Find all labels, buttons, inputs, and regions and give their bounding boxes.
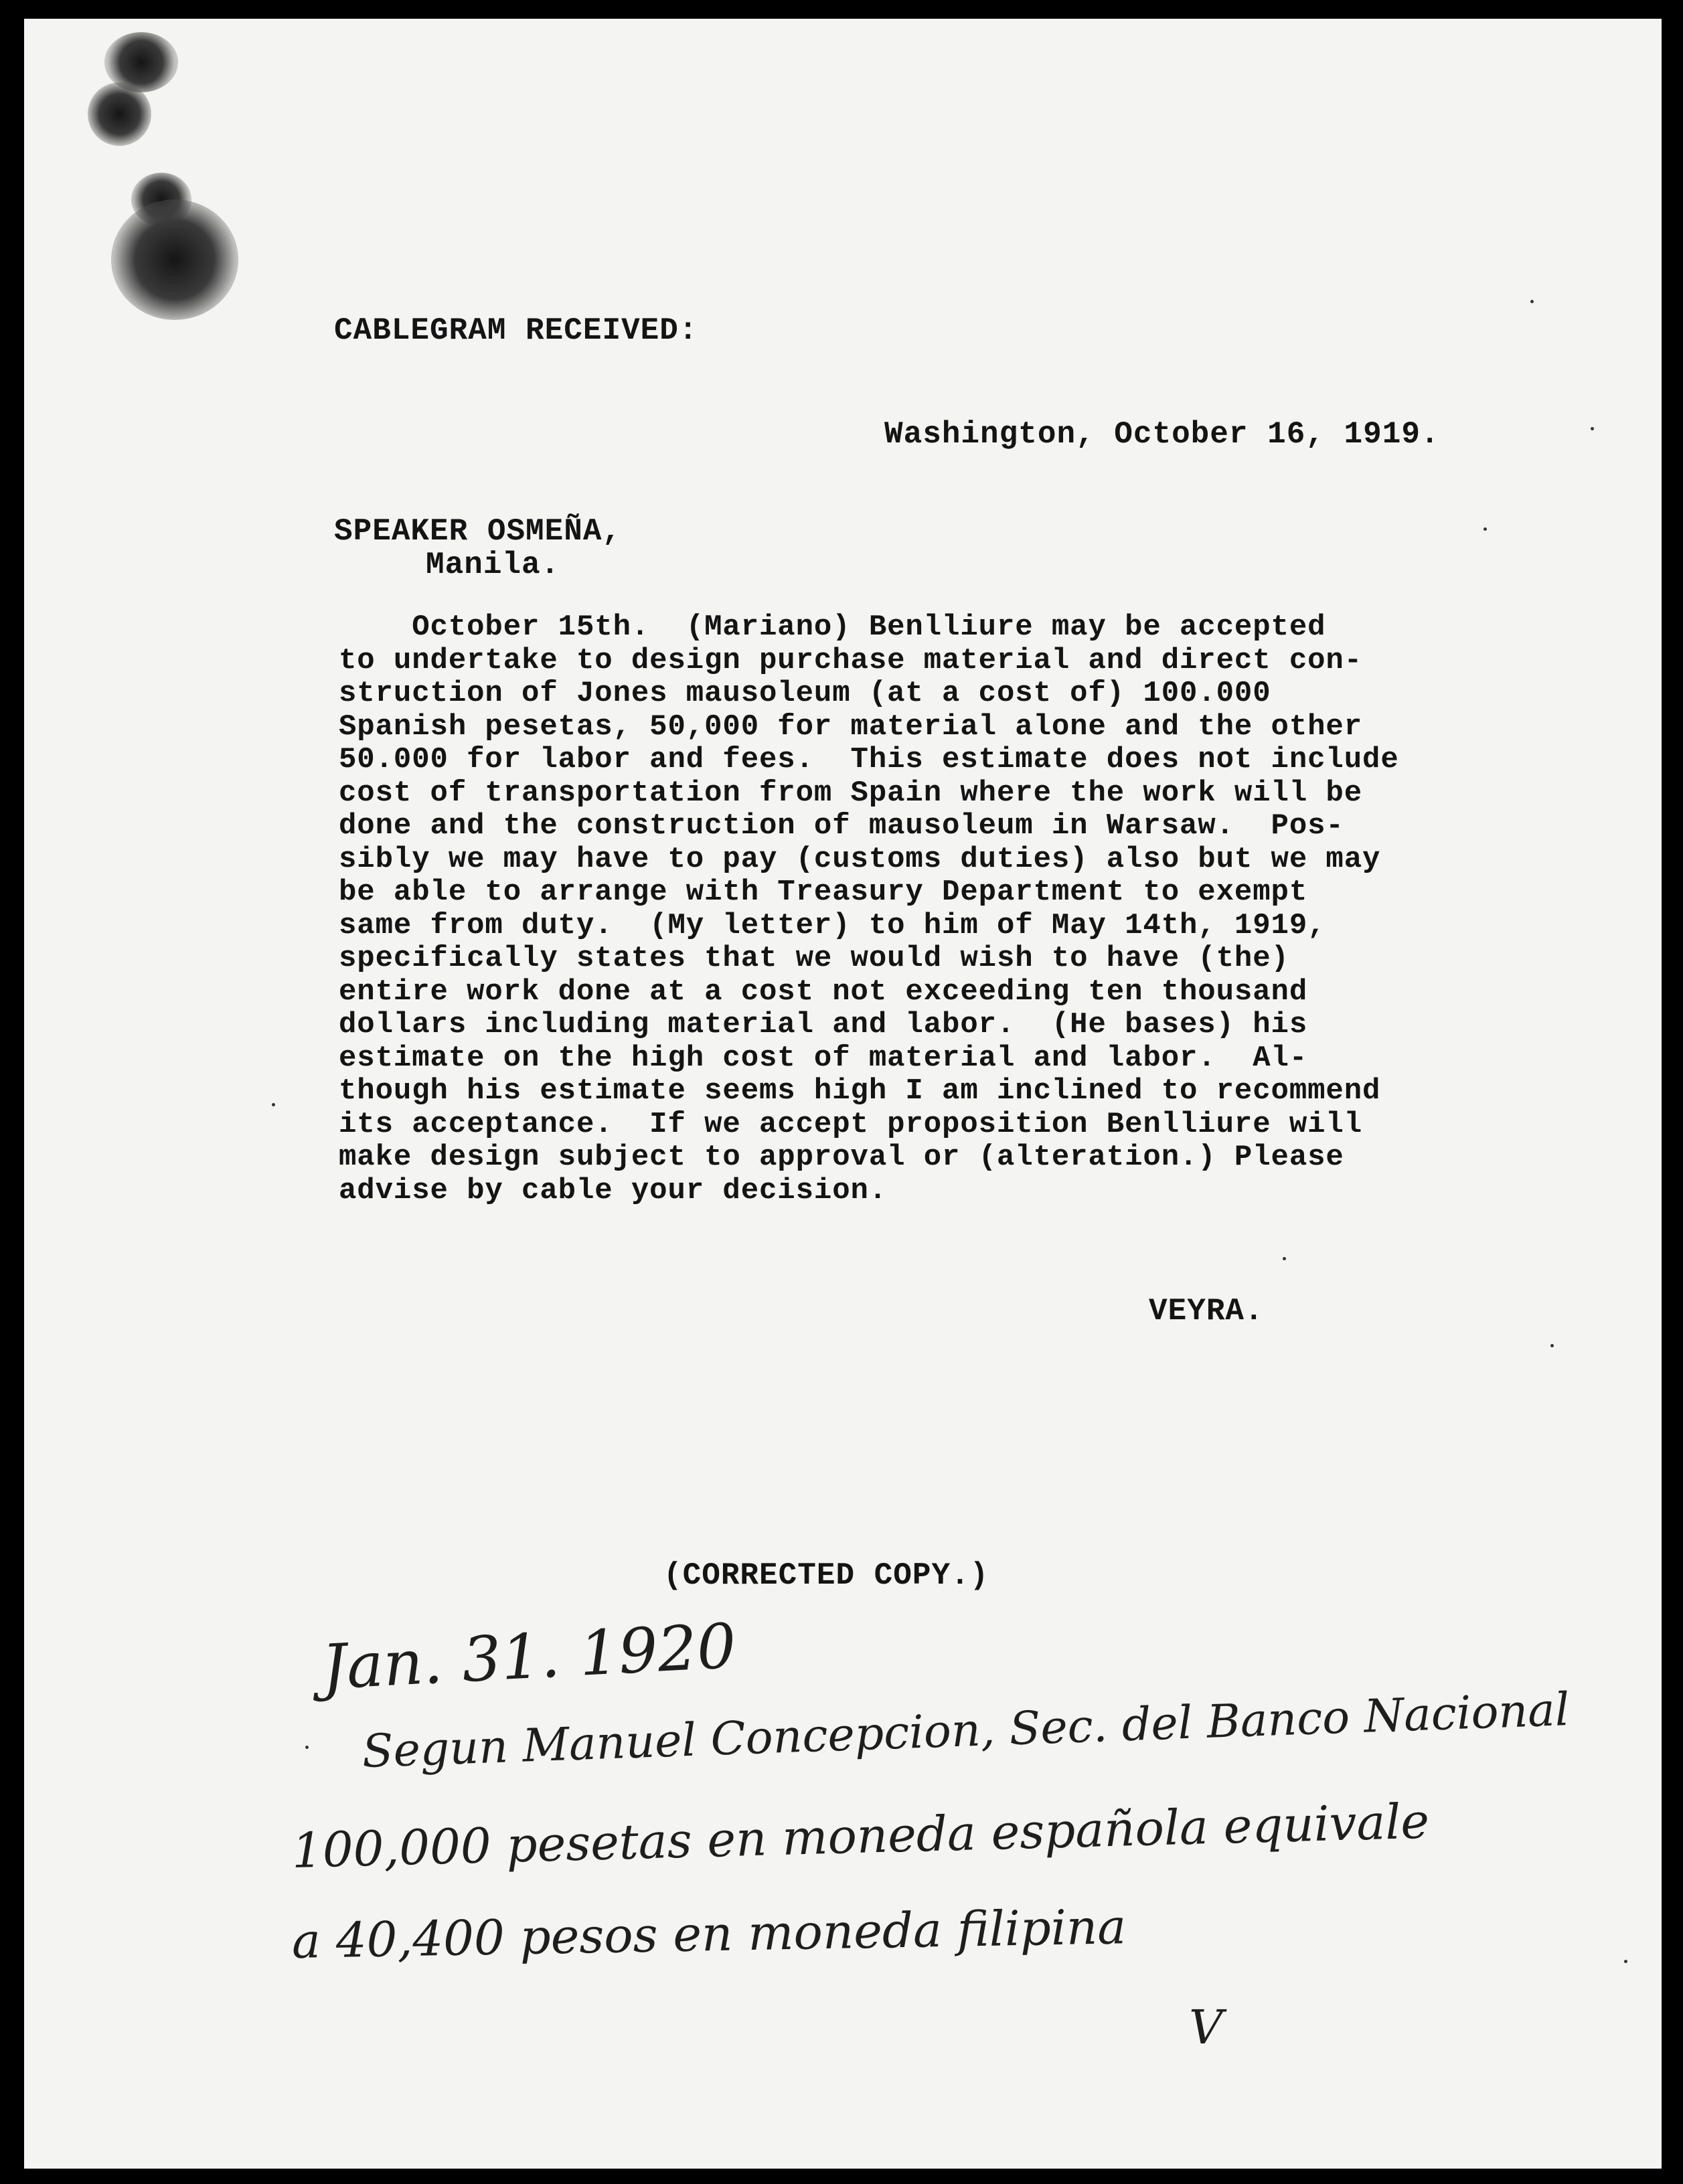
- ink-speck: [1484, 527, 1487, 531]
- body-line: estimate on the high cost of material and labor. Al-: [339, 1041, 1308, 1075]
- body-line: be able to arrange with Treasury Department to exempt: [339, 875, 1308, 909]
- ink-speck: [1530, 300, 1534, 303]
- body-line: October 15th. (Mariano) Benlliure may be accepted: [339, 610, 1326, 644]
- corrected-copy-note: (CORRECTED COPY.): [663, 1558, 989, 1593]
- addressee-city: Manila.: [426, 548, 560, 582]
- body-line: make design subject to approval or (alteration.) Please: [339, 1141, 1344, 1174]
- ink-speck: [1283, 1257, 1286, 1260]
- signature: VEYRA.: [1149, 1294, 1264, 1329]
- body-line: to undertake to design purchase material and direct con-: [339, 643, 1363, 677]
- body-line: Spanish pesetas, 50,000 for material alone and the other: [339, 709, 1363, 744]
- handwritten-mark: V: [1189, 2000, 1223, 2055]
- ink-blot: [111, 199, 238, 320]
- ink-speck: [1591, 427, 1594, 430]
- cablegram-page: [24, 19, 1662, 2169]
- ink-speck: [272, 1103, 275, 1106]
- body-line: struction of Jones mausoleum (at a cost of) 100.000: [339, 677, 1271, 710]
- body-line: same from duty. (My letter) to him of May 14th, 1919,: [339, 908, 1326, 942]
- body-line: specifically states that we would wish to have (the): [339, 942, 1289, 975]
- body-line: dollars including material and labor. (He bases) his: [339, 1008, 1308, 1041]
- dateline: Washington, October 16, 1919.: [884, 417, 1440, 452]
- ink-speck: [1550, 1344, 1554, 1347]
- handwritten-line-2: 100,000 pesetas en moneda española equivale: [291, 1792, 1430, 1879]
- addressee-name: SPEAKER OSMEÑA,: [334, 514, 622, 549]
- body-line: its acceptance. If we accept proposition Benlliure will: [339, 1107, 1363, 1141]
- body-line: sibly we may have to pay (customs duties) also but we may: [339, 842, 1381, 876]
- body-line: 50.000 for labor and fees. This estimate does not include: [339, 743, 1399, 776]
- body-line: entire work done at a cost not exceeding ten thousand: [339, 975, 1308, 1009]
- cable-body: [339, 611, 1571, 1207]
- ink-blot: [88, 82, 151, 146]
- ink-speck: [1624, 1960, 1627, 1963]
- body-line: cost of transportation from Spain where the work will be: [339, 776, 1363, 810]
- ink-speck: [305, 1746, 309, 1749]
- handwritten-line-1: Segun Manuel Concepcion, Sec. del Banco Nacional: [361, 1683, 1571, 1778]
- handwritten-date: Jan. 31. 1920: [320, 1610, 738, 1703]
- body-line: done and the construction of mausoleum in Warsaw. Pos-: [339, 809, 1344, 843]
- body-line: though his estimate seems high I am inclined to recommend: [339, 1074, 1381, 1108]
- body-line: advise by cable your decision.: [339, 1173, 888, 1207]
- cablegram-heading: CABLEGRAM RECEIVED:: [334, 313, 698, 348]
- handwritten-line-3: a 40,400 pesos en moneda filipina: [291, 1898, 1127, 1969]
